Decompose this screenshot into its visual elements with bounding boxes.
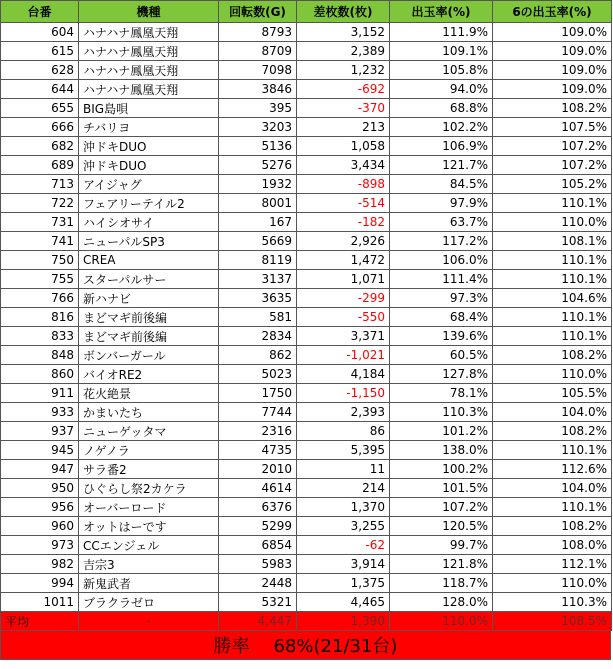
machine-number-cell: 937 — [1, 422, 79, 441]
setting6-rate-cell: 108.1% — [493, 232, 612, 251]
payout-rate-cell: 107.2% — [390, 498, 493, 517]
machine-number-cell: 750 — [1, 251, 79, 270]
setting6-rate-cell: 112.6% — [493, 460, 612, 479]
average-payout-rate: 110.0% — [390, 612, 493, 631]
machine-number-cell: 956 — [1, 498, 79, 517]
table-row — [1, 99, 612, 118]
payout-rate-cell: 121.7% — [390, 156, 493, 175]
table-row — [1, 175, 612, 194]
average-label: 平均 — [1, 612, 79, 631]
spins-cell: 5669 — [219, 232, 297, 251]
difference-cell: -370 — [297, 99, 390, 118]
model-cell: ニューゲッタマ — [79, 422, 219, 441]
model-cell: スターパルサー — [79, 270, 219, 289]
table-row — [1, 61, 612, 80]
table-row — [1, 593, 612, 612]
model-cell: 沖ドキDUO — [79, 137, 219, 156]
spins-cell: 2834 — [219, 327, 297, 346]
average-name: - — [79, 612, 219, 631]
model-cell: まどマギ前後編 — [79, 327, 219, 346]
machine-number-cell: 755 — [1, 270, 79, 289]
model-cell: オーバーロード — [79, 498, 219, 517]
setting6-rate-cell: 107.5% — [493, 118, 612, 137]
spins-cell: 862 — [219, 346, 297, 365]
difference-cell: 11 — [297, 460, 390, 479]
difference-cell: -299 — [297, 289, 390, 308]
setting6-rate-cell: 104.6% — [493, 289, 612, 308]
difference-cell: -514 — [297, 194, 390, 213]
header-difference: 差枚数(枚) — [297, 1, 390, 23]
spins-cell: 6854 — [219, 536, 297, 555]
payout-rate-cell: 101.2% — [390, 422, 493, 441]
table-row — [1, 251, 612, 270]
payout-rate-cell: 111.4% — [390, 270, 493, 289]
spins-cell: 3635 — [219, 289, 297, 308]
model-cell: ブラクラゼロ — [79, 593, 219, 612]
spins-cell: 8001 — [219, 194, 297, 213]
machine-number-cell: 982 — [1, 555, 79, 574]
model-cell: フェアリーテイル2 — [79, 194, 219, 213]
machine-number-cell: 741 — [1, 232, 79, 251]
difference-cell: 3,914 — [297, 555, 390, 574]
payout-rate-cell: 60.5% — [390, 346, 493, 365]
model-cell: ハナハナ鳳凰天翔 — [79, 61, 219, 80]
machine-number-cell: 731 — [1, 213, 79, 232]
machine-number-cell: 722 — [1, 194, 79, 213]
spins-cell: 8709 — [219, 42, 297, 61]
setting6-rate-cell: 105.5% — [493, 384, 612, 403]
payout-rate-cell: 118.7% — [390, 574, 493, 593]
difference-cell: 1,375 — [297, 574, 390, 593]
payout-rate-cell: 99.7% — [390, 536, 493, 555]
difference-cell: 1,472 — [297, 251, 390, 270]
table-row — [1, 346, 612, 365]
payout-rate-cell: 127.8% — [390, 365, 493, 384]
header-setting6-rate: 6の出玉率(%) — [493, 1, 612, 23]
table-row — [1, 23, 612, 42]
payout-rate-cell: 63.7% — [390, 213, 493, 232]
table-row — [1, 498, 612, 517]
table-row — [1, 422, 612, 441]
table-row — [1, 156, 612, 175]
spins-cell: 3203 — [219, 118, 297, 137]
difference-cell: -62 — [297, 536, 390, 555]
table-row — [1, 479, 612, 498]
setting6-rate-cell: 110.1% — [493, 270, 612, 289]
table-row — [1, 555, 612, 574]
payout-rate-cell: 139.6% — [390, 327, 493, 346]
payout-rate-cell: 68.4% — [390, 308, 493, 327]
machine-number-cell: 655 — [1, 99, 79, 118]
setting6-rate-cell: 108.0% — [493, 536, 612, 555]
payout-rate-cell: 97.9% — [390, 194, 493, 213]
spins-cell: 5321 — [219, 593, 297, 612]
machine-number-cell: 860 — [1, 365, 79, 384]
spins-cell: 7744 — [219, 403, 297, 422]
difference-cell: 214 — [297, 479, 390, 498]
model-cell: 新鬼武者 — [79, 574, 219, 593]
difference-cell: -182 — [297, 213, 390, 232]
spins-cell: 3846 — [219, 80, 297, 99]
model-cell: ひぐらし祭2カケラ — [79, 479, 219, 498]
spins-cell: 5983 — [219, 555, 297, 574]
machine-number-cell: 604 — [1, 23, 79, 42]
model-cell: ハイシオサイ — [79, 213, 219, 232]
table-row — [1, 441, 612, 460]
machine-number-cell: 945 — [1, 441, 79, 460]
difference-cell: 3,152 — [297, 23, 390, 42]
machine-number-cell: 960 — [1, 517, 79, 536]
machine-number-cell: 615 — [1, 42, 79, 61]
setting6-rate-cell: 110.0% — [493, 574, 612, 593]
spins-cell: 5023 — [219, 365, 297, 384]
model-cell: チバリヨ — [79, 118, 219, 137]
model-cell: オットはーです — [79, 517, 219, 536]
average-setting6-rate: 108.5% — [493, 612, 612, 631]
spins-cell: 8793 — [219, 23, 297, 42]
payout-rate-cell: 97.3% — [390, 289, 493, 308]
model-cell: 新ハナビ — [79, 289, 219, 308]
machine-number-cell: 1011 — [1, 593, 79, 612]
model-cell: ノゲノラ — [79, 441, 219, 460]
header-machine-number: 台番 — [1, 1, 79, 23]
model-cell: まどマギ前後編 — [79, 308, 219, 327]
table-row — [1, 384, 612, 403]
payout-rate-cell: 110.3% — [390, 403, 493, 422]
header-row — [1, 1, 612, 23]
table-row — [1, 403, 612, 422]
payout-rate-cell: 102.2% — [390, 118, 493, 137]
machine-number-cell: 713 — [1, 175, 79, 194]
setting6-rate-cell: 108.2% — [493, 99, 612, 118]
average-spins: 4,447 — [219, 612, 297, 631]
table-row — [1, 574, 612, 593]
machine-number-cell: 911 — [1, 384, 79, 403]
model-cell: BIG島唄 — [79, 99, 219, 118]
setting6-rate-cell: 109.0% — [493, 23, 612, 42]
spins-cell: 1750 — [219, 384, 297, 403]
machine-number-cell: 994 — [1, 574, 79, 593]
header-payout-rate: 出玉率(%) — [390, 1, 493, 23]
spins-cell: 5276 — [219, 156, 297, 175]
setting6-rate-cell: 109.0% — [493, 42, 612, 61]
model-cell: CCエンジェル — [79, 536, 219, 555]
model-cell: ボンバーガール — [79, 346, 219, 365]
spins-cell: 4735 — [219, 441, 297, 460]
spins-cell: 3137 — [219, 270, 297, 289]
difference-cell: 213 — [297, 118, 390, 137]
table-row — [1, 213, 612, 232]
difference-cell: 1,232 — [297, 61, 390, 80]
table-row — [1, 327, 612, 346]
payout-rate-cell: 117.2% — [390, 232, 493, 251]
payout-rate-cell: 138.0% — [390, 441, 493, 460]
table-row — [1, 80, 612, 99]
difference-cell: 3,434 — [297, 156, 390, 175]
table-row — [1, 536, 612, 555]
model-cell: ハナハナ鳳凰天翔 — [79, 42, 219, 61]
table-row — [1, 232, 612, 251]
machine-number-cell: 848 — [1, 346, 79, 365]
payout-rate-cell: 109.1% — [390, 42, 493, 61]
difference-cell: 2,926 — [297, 232, 390, 251]
table-row — [1, 137, 612, 156]
spins-cell: 8119 — [219, 251, 297, 270]
spins-cell: 2316 — [219, 422, 297, 441]
setting6-rate-cell: 112.1% — [493, 555, 612, 574]
table-row — [1, 308, 612, 327]
payout-rate-cell: 121.8% — [390, 555, 493, 574]
spins-cell: 7098 — [219, 61, 297, 80]
difference-cell: 86 — [297, 422, 390, 441]
machine-number-cell: 950 — [1, 479, 79, 498]
machine-number-cell: 628 — [1, 61, 79, 80]
model-cell: アイジャグ — [79, 175, 219, 194]
machine-number-cell: 666 — [1, 118, 79, 137]
model-cell: ハナハナ鳳凰天翔 — [79, 23, 219, 42]
machine-number-cell: 816 — [1, 308, 79, 327]
spins-cell: 1932 — [219, 175, 297, 194]
setting6-rate-cell: 109.0% — [493, 61, 612, 80]
setting6-rate-cell: 110.1% — [493, 251, 612, 270]
spins-cell: 2010 — [219, 460, 297, 479]
setting6-rate-cell: 104.0% — [493, 403, 612, 422]
model-cell: 沖ドキDUO — [79, 156, 219, 175]
win-rate-value: 68%(21/31台) — [273, 636, 398, 657]
table-row — [1, 42, 612, 61]
difference-cell: 3,255 — [297, 517, 390, 536]
header-model: 機種 — [79, 1, 219, 23]
machine-number-cell: 682 — [1, 137, 79, 156]
difference-cell: 1,071 — [297, 270, 390, 289]
model-cell: 花火絶景 — [79, 384, 219, 403]
spins-cell: 4614 — [219, 479, 297, 498]
setting6-rate-cell: 108.2% — [493, 346, 612, 365]
setting6-rate-cell: 110.3% — [493, 593, 612, 612]
payout-rate-cell: 106.9% — [390, 137, 493, 156]
model-cell: かまいたち — [79, 403, 219, 422]
difference-cell: 2,393 — [297, 403, 390, 422]
model-cell: サラ番2 — [79, 460, 219, 479]
table-row — [1, 289, 612, 308]
model-cell: 吉宗3 — [79, 555, 219, 574]
payout-rate-cell: 106.0% — [390, 251, 493, 270]
payout-rate-cell: 100.2% — [390, 460, 493, 479]
setting6-rate-cell: 108.2% — [493, 517, 612, 536]
win-rate-banner — [0, 631, 611, 660]
setting6-rate-cell: 110.1% — [493, 194, 612, 213]
average-difference: 1,390 — [297, 612, 390, 631]
difference-cell: -692 — [297, 80, 390, 99]
difference-cell: 3,371 — [297, 327, 390, 346]
spins-cell: 2448 — [219, 574, 297, 593]
setting6-rate-cell: 110.1% — [493, 498, 612, 517]
machine-number-cell: 933 — [1, 403, 79, 422]
setting6-rate-cell: 107.2% — [493, 137, 612, 156]
machine-number-cell: 833 — [1, 327, 79, 346]
setting6-rate-cell: 105.2% — [493, 175, 612, 194]
setting6-rate-cell: 110.1% — [493, 441, 612, 460]
payout-rate-cell: 120.5% — [390, 517, 493, 536]
spins-cell: 395 — [219, 99, 297, 118]
payout-rate-cell: 84.5% — [390, 175, 493, 194]
model-cell: ニューパルSP3 — [79, 232, 219, 251]
table-row — [1, 460, 612, 479]
header-spins: 回転数(G) — [219, 1, 297, 23]
spins-cell: 5136 — [219, 137, 297, 156]
machine-number-cell: 689 — [1, 156, 79, 175]
difference-cell: -1,150 — [297, 384, 390, 403]
difference-cell: -550 — [297, 308, 390, 327]
payout-rate-cell: 111.9% — [390, 23, 493, 42]
payout-rate-cell: 94.0% — [390, 80, 493, 99]
table-row — [1, 365, 612, 384]
setting6-rate-cell: 110.0% — [493, 213, 612, 232]
table-row — [1, 194, 612, 213]
average-row — [1, 612, 612, 631]
payout-rate-cell: 128.0% — [390, 593, 493, 612]
payout-rate-cell: 101.5% — [390, 479, 493, 498]
machine-number-cell: 766 — [1, 289, 79, 308]
model-cell: ハナハナ鳳凰天翔 — [79, 80, 219, 99]
win-rate-label: 勝率 — [213, 636, 250, 657]
table-row — [1, 118, 612, 137]
model-cell: バイオRE2 — [79, 365, 219, 384]
setting6-rate-cell: 104.0% — [493, 479, 612, 498]
table-row — [1, 270, 612, 289]
spins-cell: 167 — [219, 213, 297, 232]
difference-cell: 1,058 — [297, 137, 390, 156]
setting6-rate-cell: 107.2% — [493, 156, 612, 175]
setting6-rate-cell: 108.2% — [493, 422, 612, 441]
difference-cell: 4,465 — [297, 593, 390, 612]
table-row — [1, 517, 612, 536]
setting6-rate-cell: 110.1% — [493, 308, 612, 327]
spins-cell: 581 — [219, 308, 297, 327]
model-cell: CREA — [79, 251, 219, 270]
payout-rate-cell: 105.8% — [390, 61, 493, 80]
setting6-rate-cell: 110.1% — [493, 327, 612, 346]
payout-rate-cell: 78.1% — [390, 384, 493, 403]
machine-number-cell: 973 — [1, 536, 79, 555]
setting6-rate-cell: 109.0% — [493, 80, 612, 99]
difference-cell: 2,389 — [297, 42, 390, 61]
difference-cell: -898 — [297, 175, 390, 194]
difference-cell: 5,395 — [297, 441, 390, 460]
machine-number-cell: 947 — [1, 460, 79, 479]
payout-rate-cell: 68.8% — [390, 99, 493, 118]
difference-cell: 1,370 — [297, 498, 390, 517]
difference-cell: 4,184 — [297, 365, 390, 384]
spins-cell: 6376 — [219, 498, 297, 517]
spins-cell: 5299 — [219, 517, 297, 536]
setting6-rate-cell: 110.0% — [493, 365, 612, 384]
difference-cell: -1,021 — [297, 346, 390, 365]
machine-number-cell: 644 — [1, 80, 79, 99]
